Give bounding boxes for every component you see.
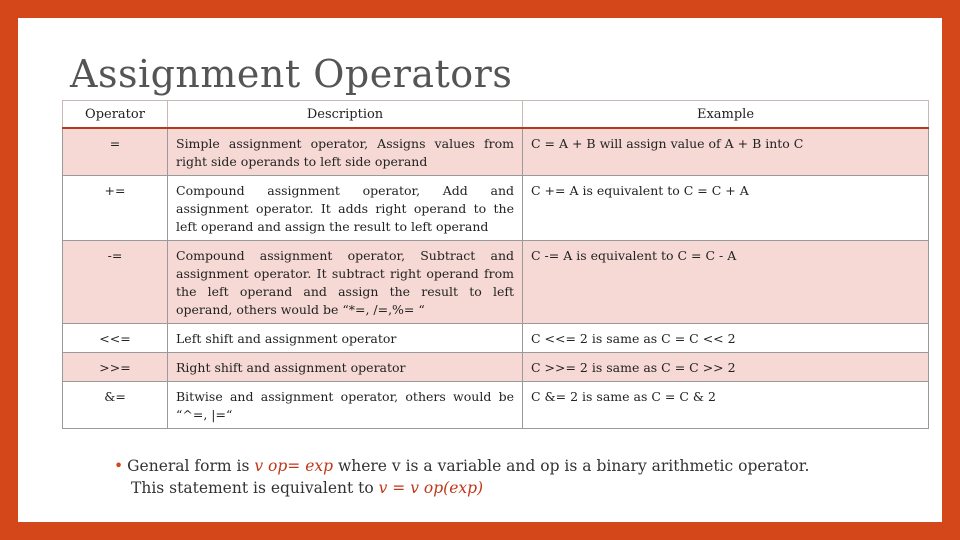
example-cell: C &= 2 is same as C = C & 2 [523, 382, 929, 429]
note-equivalent-form: v = v op(exp) [378, 479, 484, 497]
table-row [63, 176, 929, 241]
operator-cell: <<= [63, 324, 168, 353]
header-operator: Operator [63, 101, 168, 129]
note-general-form: v op= exp [254, 457, 334, 475]
table-row [63, 324, 929, 353]
operator-cell: >>= [63, 353, 168, 382]
header-example: Example [523, 101, 929, 129]
table-row [63, 353, 929, 382]
operator-cell: -= [63, 241, 168, 324]
note-text-2: where v is a variable and op is a binary arithmetic operator. [333, 457, 810, 475]
table-header-row [63, 101, 929, 129]
description-cell: Simple assignment operator, Assigns values from right side operands to left side operand [168, 128, 523, 176]
example-cell: C >>= 2 is same as C = C >> 2 [523, 353, 929, 382]
slide [18, 18, 942, 522]
example-cell: C += A is equivalent to C = C + A [523, 176, 929, 241]
note-text-1: General form is [127, 457, 255, 475]
description-cell: Right shift and assignment operator [168, 353, 523, 382]
example-cell: C <<= 2 is same as C = C << 2 [523, 324, 929, 353]
operators-table [62, 100, 929, 429]
table-row [63, 241, 929, 324]
header-description: Description [168, 101, 523, 129]
operator-cell: &= [63, 382, 168, 429]
slide-title: Assignment Operators [70, 52, 513, 96]
description-cell: Bitwise and assignment operator, others would be “^=, |=“ [168, 382, 523, 429]
description-cell: Compound assignment operator, Subtract and assignment operator. It subtract right operand from the left operand and assign the result to left operand, others would be “*=, /=,%= “ [168, 241, 523, 324]
note-line-2 [114, 477, 894, 499]
note-text-3: This statement is equivalent to [131, 479, 379, 497]
bullet-dot: • [114, 457, 124, 475]
example-cell: C = A + B will assign value of A + B into C [523, 128, 929, 176]
operator-cell: = [63, 128, 168, 176]
example-cell: C -= A is equivalent to C = C - A [523, 241, 929, 324]
table-row [63, 382, 929, 429]
description-cell: Compound assignment operator, Add and assignment operator. It adds right operand to the left operand and assign the result to left operand [168, 176, 523, 241]
table-row [63, 128, 929, 176]
description-cell: Left shift and assignment operator [168, 324, 523, 353]
operator-cell: += [63, 176, 168, 241]
general-form-note [114, 455, 894, 499]
